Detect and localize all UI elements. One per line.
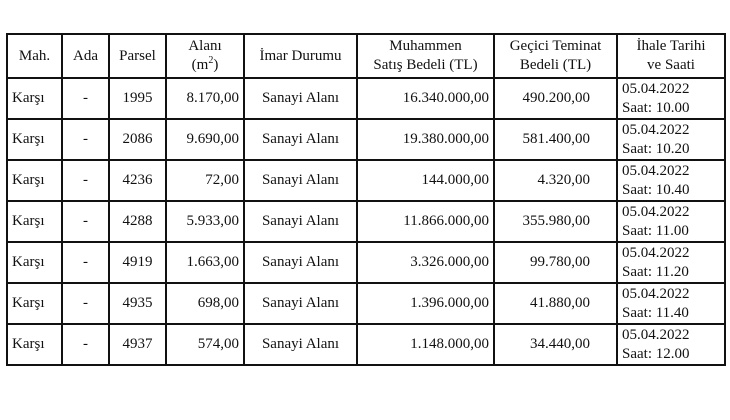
cell-bedel: 16.340.000,00 (357, 78, 494, 119)
cell-alan: 574,00 (166, 324, 244, 365)
table-row (7, 119, 725, 160)
cell-bedel: 144.000,00 (357, 160, 494, 201)
header-row (7, 34, 725, 78)
header-alan-line2: $(m^2)$ (191, 55, 219, 73)
cell-tarih (617, 324, 725, 365)
header-imar: İmar Durumu (244, 34, 357, 78)
header-alan-line1: Alanı (188, 38, 222, 54)
header-tarih-line1: İhale Tarihi (636, 38, 706, 54)
cell-ada: - (62, 201, 109, 242)
cell-tarih (617, 78, 725, 119)
cell-alan: 698,00 (166, 283, 244, 324)
cell-bedel: 3.326.000,00 (357, 242, 494, 283)
cell-alan: 72,00 (166, 160, 244, 201)
cell-imar: Sanayi Alanı (244, 119, 357, 160)
cell-ada: - (62, 160, 109, 201)
cell-mah: Karşı (7, 242, 62, 283)
header-teminat (494, 34, 617, 78)
cell-teminat: 581.400,00 (494, 119, 617, 160)
cell-alan: 5.933,00 (166, 201, 244, 242)
cell-tarih-time: Saat: 11.40 (622, 304, 689, 321)
header-teminat-line1: Geçici Teminat (509, 38, 602, 54)
cell-ada: - (62, 324, 109, 365)
cell-tarih-date: 05.04.2022 (622, 244, 690, 261)
cell-parsel: 4236 (109, 160, 166, 201)
cell-teminat: 99.780,00 (494, 242, 617, 283)
table-header (7, 34, 725, 78)
header-bedel-line2: Satış Bedeli (TL) (373, 57, 478, 73)
cell-parsel: 2086 (109, 119, 166, 160)
cell-parsel: 4288 (109, 201, 166, 242)
cell-ada: - (62, 78, 109, 119)
cell-tarih-date: 05.04.2022 (622, 121, 690, 138)
cell-mah: Karşı (7, 119, 62, 160)
cell-tarih (617, 242, 725, 283)
cell-alan: 1.663,00 (166, 242, 244, 283)
cell-mah: Karşı (7, 283, 62, 324)
cell-teminat: 490.200,00 (494, 78, 617, 119)
cell-tarih-time: Saat: 10.40 (622, 181, 690, 198)
header-alan (166, 34, 244, 78)
cell-teminat: 355.980,00 (494, 201, 617, 242)
header-bedel-line1: Muhammen (389, 38, 462, 54)
cell-imar: Sanayi Alanı (244, 78, 357, 119)
cell-imar: Sanayi Alanı (244, 160, 357, 201)
auction-table (6, 33, 726, 366)
table-row (7, 160, 725, 201)
cell-imar: Sanayi Alanı (244, 283, 357, 324)
cell-tarih-date: 05.04.2022 (622, 326, 690, 343)
header-parsel: Parsel (109, 34, 166, 78)
cell-tarih-time: Saat: 11.00 (622, 222, 689, 239)
table-row (7, 283, 725, 324)
cell-teminat: 41.880,00 (494, 283, 617, 324)
header-ada: Ada (62, 34, 109, 78)
cell-tarih-date: 05.04.2022 (622, 162, 690, 179)
cell-tarih (617, 201, 725, 242)
cell-imar: Sanayi Alanı (244, 201, 357, 242)
table-row (7, 78, 725, 119)
cell-teminat: 4.320,00 (494, 160, 617, 201)
cell-bedel: 1.148.000,00 (357, 324, 494, 365)
cell-tarih-time: Saat: 10.00 (622, 99, 690, 116)
table-row (7, 201, 725, 242)
header-teminat-line2: Bedeli (TL) (519, 57, 592, 73)
cell-tarih-time: Saat: 12.00 (622, 345, 690, 362)
header-bedel (357, 34, 494, 78)
header-tarih-line2: ve Saati (647, 57, 695, 73)
cell-imar: Sanayi Alanı (244, 242, 357, 283)
cell-mah: Karşı (7, 324, 62, 365)
cell-bedel: 1.396.000,00 (357, 283, 494, 324)
cell-ada: - (62, 119, 109, 160)
header-mah: Mah. (7, 34, 62, 78)
table-row (7, 242, 725, 283)
cell-bedel: 19.380.000,00 (357, 119, 494, 160)
cell-mah: Karşı (7, 201, 62, 242)
cell-bedel: 11.866.000,00 (357, 201, 494, 242)
cell-alan: 9.690,00 (166, 119, 244, 160)
cell-tarih (617, 160, 725, 201)
header-tarih (617, 34, 725, 78)
cell-imar: Sanayi Alanı (244, 324, 357, 365)
cell-tarih-time: Saat: 10.20 (622, 140, 690, 157)
cell-mah: Karşı (7, 78, 62, 119)
cell-tarih (617, 119, 725, 160)
cell-tarih-time: Saat: 11.20 (622, 263, 689, 280)
cell-parsel: 4919 (109, 242, 166, 283)
cell-tarih (617, 283, 725, 324)
cell-alan: 8.170,00 (166, 78, 244, 119)
cell-tarih-date: 05.04.2022 (622, 80, 690, 97)
table-body (7, 78, 725, 365)
cell-ada: - (62, 283, 109, 324)
table-row (7, 324, 725, 365)
cell-tarih-date: 05.04.2022 (622, 285, 690, 302)
cell-teminat: 34.440,00 (494, 324, 617, 365)
cell-parsel: 4937 (109, 324, 166, 365)
cell-tarih-date: 05.04.2022 (622, 203, 690, 220)
cell-ada: - (62, 242, 109, 283)
cell-parsel: 1995 (109, 78, 166, 119)
cell-parsel: 4935 (109, 283, 166, 324)
cell-mah: Karşı (7, 160, 62, 201)
